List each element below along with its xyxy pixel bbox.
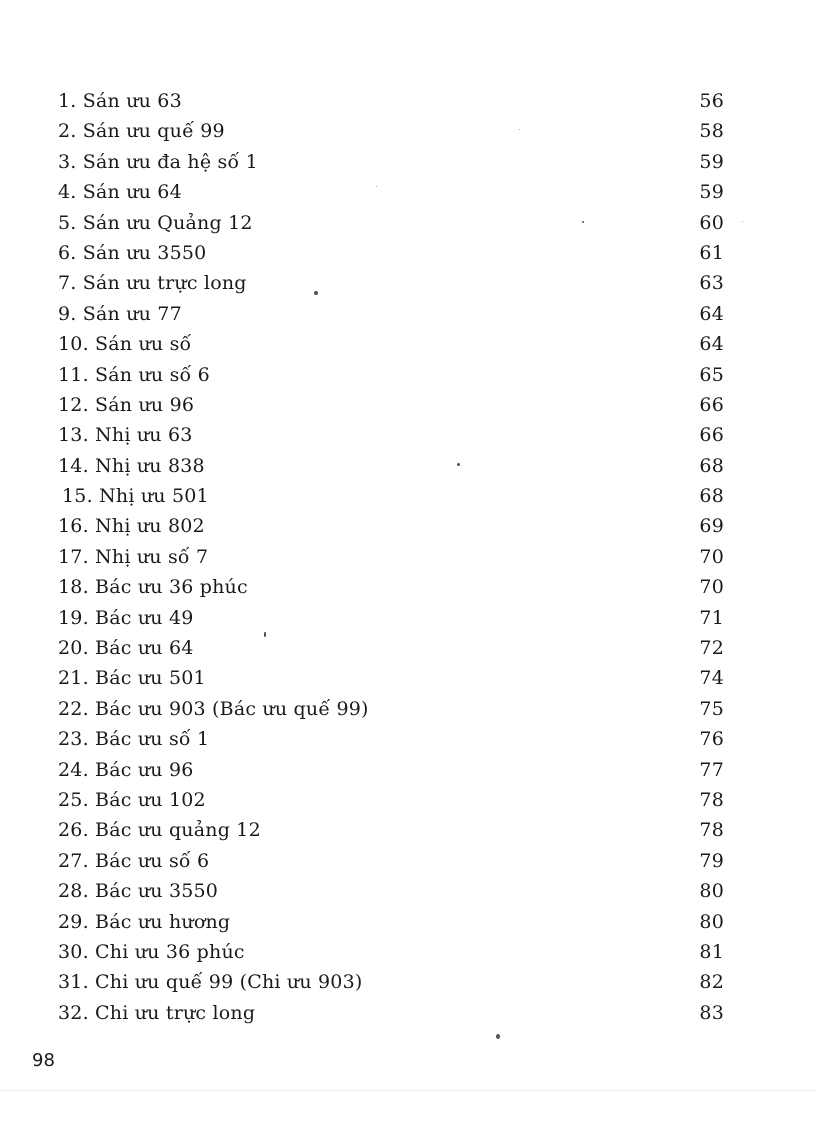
toc-entry-page: 58 <box>699 120 724 143</box>
toc-entry-title: 15. Nhị ưu 501 <box>62 485 209 508</box>
toc-entry-page: 56 <box>699 90 724 112</box>
toc-entry <box>58 86 724 116</box>
toc-entry-title: 25. Bác ưu 102 <box>58 788 206 811</box>
toc-entry <box>58 481 724 511</box>
toc-entry-title: 14. Nhị ưu 838 <box>58 454 205 477</box>
toc-entry-page: 75 <box>699 697 724 720</box>
toc-entry-title: 28. Bác ưu 3550 <box>58 880 219 903</box>
toc-entry-title: 30. Chi ưu 36 phúc <box>58 940 245 963</box>
toc-entry-page: 70 <box>699 576 724 599</box>
toc-entry <box>58 116 724 146</box>
toc-entry-title: 13. Nhị ưu 63 <box>58 424 193 447</box>
toc-entry <box>58 785 724 815</box>
toc-entry-page: 71 <box>699 606 724 629</box>
scan-speck <box>519 129 520 130</box>
toc-entry-page: 68 <box>699 454 724 477</box>
toc-entry <box>58 755 724 785</box>
toc-entry <box>58 876 724 906</box>
toc-entry-page: 74 <box>699 667 724 690</box>
toc-entry <box>58 694 724 724</box>
toc-entry-page: 78 <box>699 788 724 811</box>
toc-entry-title: 18. Bác ưu 36 phúc <box>58 576 248 599</box>
toc-entry <box>58 724 724 754</box>
toc-entry-title: 7. Sán ưu trực long <box>58 272 247 295</box>
scan-speck <box>376 186 377 187</box>
toc-entry-title: 10. Sán ưu số <box>58 333 192 356</box>
toc-entry-page: 61 <box>699 241 724 264</box>
scan-speck <box>742 221 743 222</box>
toc-entry-title: 6. Sán ưu 3550 <box>58 241 207 264</box>
toc-entry-page: 63 <box>699 272 724 295</box>
toc-entry-title: 2. Sán ưu quế 99 <box>58 120 225 143</box>
toc-entry <box>58 572 724 602</box>
toc-entry-page: 69 <box>699 515 724 538</box>
page-number: 98 <box>32 1050 55 1071</box>
toc-entry-title: 11. Sán ưu số 6 <box>58 363 210 386</box>
toc-entry-title: 9. Sán ưu 77 <box>58 302 182 325</box>
toc-entry-title: 4. Sán ưu 64 <box>58 181 182 204</box>
toc-entry <box>58 420 724 450</box>
toc-entry-title: 20. Bác ưu 64 <box>58 637 194 660</box>
toc-entry <box>58 907 724 937</box>
toc-entry-title: 31. Chi ưu quế 99 (Chi ưu 903) <box>58 971 363 994</box>
toc-entry <box>58 238 724 268</box>
toc-entry-page: 66 <box>699 424 724 447</box>
toc-entry-title: 17. Nhị ưu số 7 <box>58 545 209 568</box>
toc-entry <box>58 390 724 420</box>
toc-entry-page: 68 <box>699 485 724 508</box>
toc-entry-title: 23. Bác ưu số 1 <box>58 728 210 751</box>
toc-entry-page: 81 <box>699 940 724 963</box>
scan-speck <box>264 632 266 637</box>
toc-entry <box>58 998 724 1028</box>
toc-entry <box>58 329 724 359</box>
toc-entry-page: 80 <box>699 880 724 903</box>
toc-entry-page: 60 <box>699 211 724 234</box>
toc-entry <box>58 967 724 997</box>
toc-entry <box>58 177 724 207</box>
toc-entry-page: 83 <box>699 1001 724 1024</box>
toc-entry <box>58 147 724 177</box>
toc-entry-title: 3. Sán ưu đa hệ số 1 <box>58 150 258 173</box>
toc-entry-page: 59 <box>699 150 724 173</box>
toc-entry-title: 27. Bác ưu số 6 <box>58 849 210 872</box>
toc-entry-title: 22. Bác ưu 903 (Bác ưu quế 99) <box>58 697 369 720</box>
toc-entry <box>58 633 724 663</box>
toc-entry-page: 82 <box>699 971 724 994</box>
toc-entry <box>58 937 724 967</box>
toc-entry-title: 5. Sán ưu Quảng 12 <box>58 211 253 234</box>
toc-entry-page: 80 <box>699 910 724 933</box>
toc-entry-title: 26. Bác ưu quảng 12 <box>58 819 261 842</box>
toc-entry-page: 64 <box>699 302 724 325</box>
scan-speck <box>314 291 318 295</box>
scan-speck <box>457 463 460 466</box>
scan-edge-divider <box>0 1090 816 1091</box>
toc-entry <box>58 542 724 572</box>
toc-entry <box>58 451 724 481</box>
toc-entry-page: 65 <box>699 363 724 386</box>
toc-entry-page: 66 <box>699 393 724 416</box>
toc-entry-page: 70 <box>699 545 724 568</box>
toc-entry <box>58 511 724 541</box>
toc-entry <box>58 663 724 693</box>
toc-entry-title: 1. Sán ưu 63 <box>58 90 182 112</box>
toc-entry-page: 64 <box>699 333 724 356</box>
toc-entry-page: 72 <box>699 637 724 660</box>
toc-entry-title: 12. Sán ưu 96 <box>58 393 195 416</box>
toc-entry-page: 79 <box>699 849 724 872</box>
toc-entry-title: 29. Bác ưu hương <box>58 910 231 933</box>
toc-entry <box>58 603 724 633</box>
scan-speck <box>582 221 584 223</box>
toc-entry <box>58 815 724 845</box>
toc-entry <box>58 846 724 876</box>
toc-entry-title: 32. Chi ưu trực long <box>58 1001 256 1024</box>
toc-entry <box>58 299 724 329</box>
scan-speck <box>496 1034 500 1039</box>
toc-entry-page: 76 <box>699 728 724 751</box>
toc-entry-title: 24. Bác ưu 96 <box>58 758 194 781</box>
toc-entry <box>58 208 724 238</box>
toc-entry-page: 59 <box>699 181 724 204</box>
toc-entry-title: 21. Bác ưu 501 <box>58 667 206 690</box>
toc-entry <box>58 360 724 390</box>
toc-entry-title: 16. Nhị ưu 802 <box>58 515 205 538</box>
toc-entry-title: 19. Bác ưu 49 <box>58 606 194 629</box>
toc-entry <box>58 268 724 298</box>
table-of-contents <box>58 86 724 1028</box>
toc-entry-page: 77 <box>699 758 724 781</box>
toc-entry-page: 78 <box>699 819 724 842</box>
